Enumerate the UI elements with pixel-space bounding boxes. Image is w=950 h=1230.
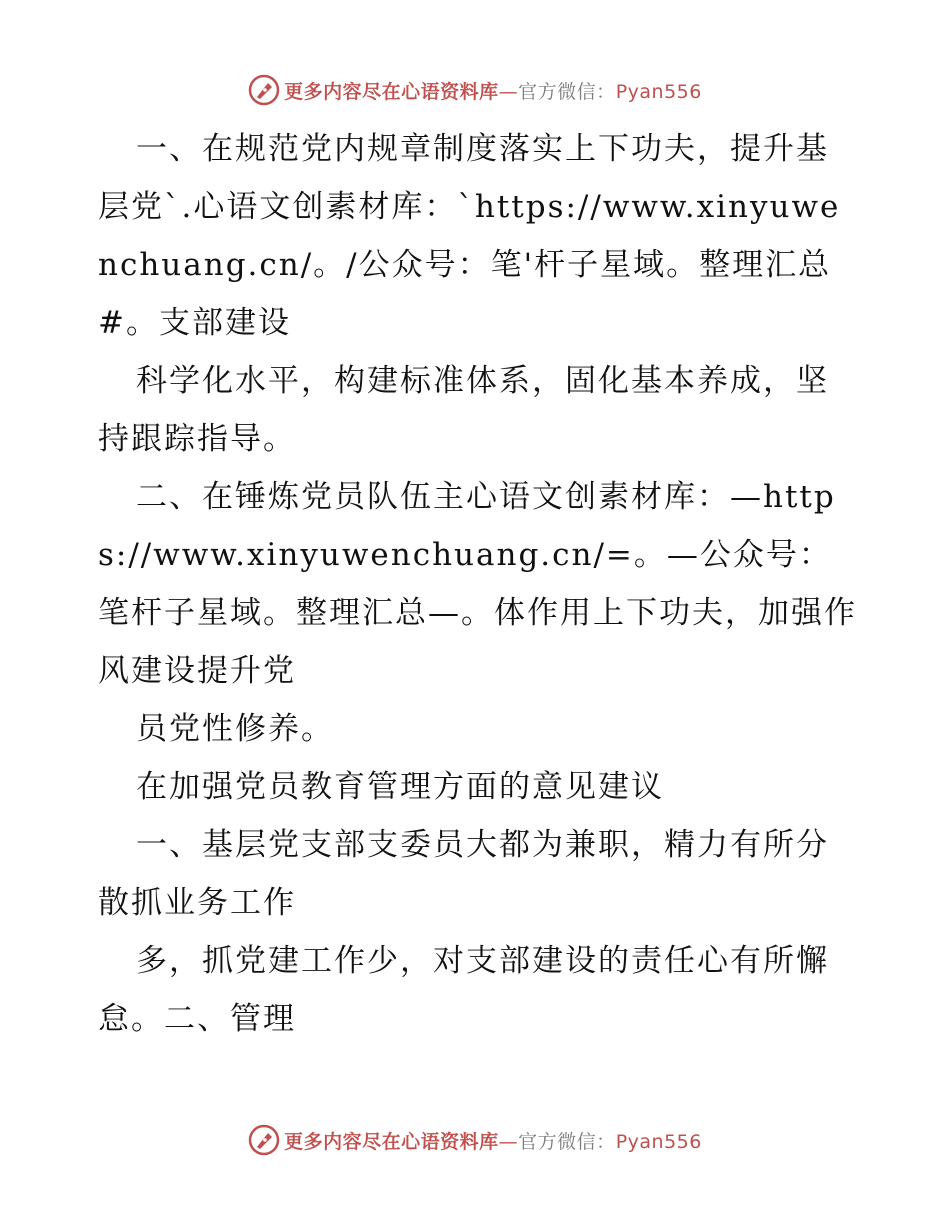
pen-nib-logo-icon [248,74,280,106]
header-wechat-label: 官方微信： [518,80,616,103]
header-wechat-id: Pyan556 [615,80,702,103]
footer-wechat-label: 官方微信： [518,1130,616,1153]
paragraph-4: 员党性修养。 [136,711,334,747]
paragraph-7: 多，抓党建工作少，对支部建设的责任心有所懈怠。二、管理 [98,943,829,1037]
pen-nib-logo-icon [248,1124,280,1156]
footer-brand-text: 更多内容尽在心语资料库 [284,1130,499,1153]
footer-wechat-id: Pyan556 [615,1130,702,1153]
paragraph-3: 二、在锤炼党员队伍主心语文创素材库：—https://www.xinyuwenchuang.cn/=。—公众号：笔杆子星域。整理汇总—。体作用上下功夫，加强作风建设提升党 [98,479,857,689]
paragraph-6: 一、基层党支部支委员大都为兼职，精力有所分散抓业务工作 [98,827,829,921]
footer-dash: — [498,1130,519,1153]
paragraph-5: 在加强党员教育管理方面的意见建议 [136,769,664,805]
document-body [98,120,858,1048]
paragraph-2: 科学化水平，构建标准体系，固化基本养成，坚持跟踪指导。 [98,363,829,457]
footer-banner [0,1120,950,1160]
header-brand-text: 更多内容尽在心语资料库 [284,80,499,103]
header-banner [0,70,950,110]
header-dash: — [498,80,519,103]
paragraph-1: 一、在规范党内规章制度落实上下功夫，提升基层党`.心语文创素材库：`https://www.xinyuwenchuang.cn/。/公众号：笔'杆子星域。整理汇总#。支部建设 [98,131,841,341]
